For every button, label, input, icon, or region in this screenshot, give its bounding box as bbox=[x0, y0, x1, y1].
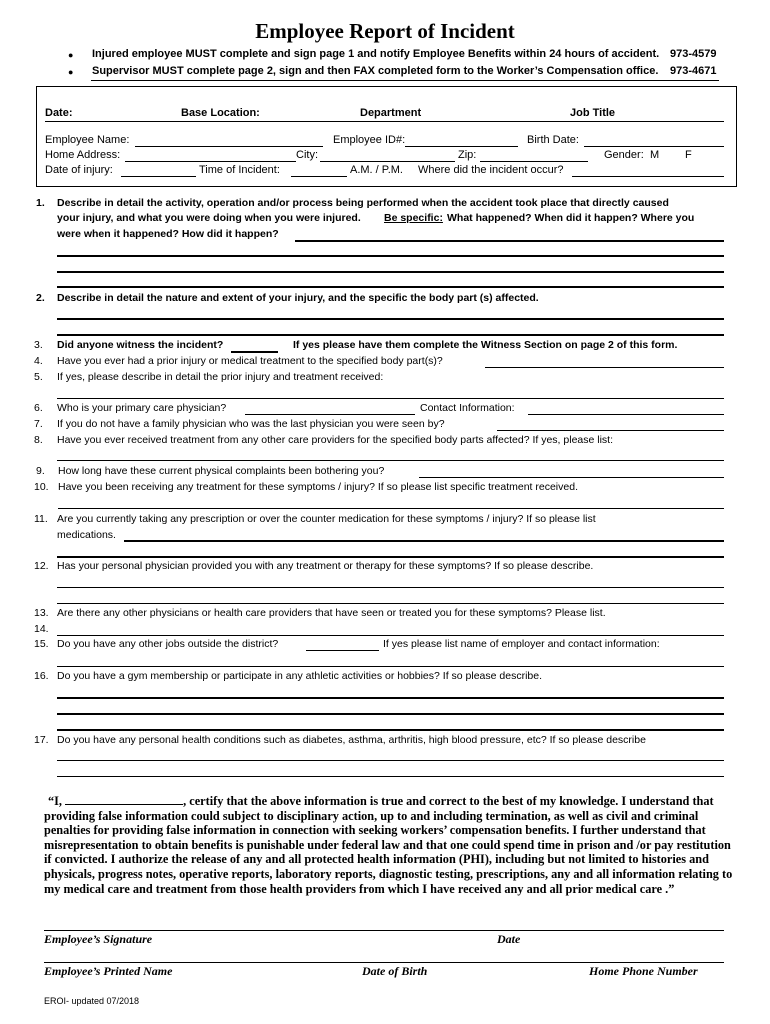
q17-text: Do you have any personal health conditions such as diabetes, asthma, arthritis, high blood pressure, etc? If so please describe bbox=[57, 734, 646, 746]
q7-number: 7. bbox=[34, 418, 43, 430]
q11-text-a: Are you currently taking any prescription or over the counter medication for these symptoms / injury? If so please list bbox=[57, 513, 596, 525]
gender-f-option[interactable]: F bbox=[685, 149, 692, 161]
q3-text-a: Did anyone witness the incident? bbox=[57, 339, 224, 351]
instruction-2: Supervisor MUST complete page 2, sign and then FAX completed form to the Worker’s Compensation office. bbox=[92, 65, 659, 77]
q11-answer-line[interactable] bbox=[124, 540, 724, 542]
q15-text-b: If yes please list name of employer and contact information: bbox=[383, 638, 660, 650]
q2-text: Describe in detail the nature and extent of your injury, and the specific the body part (s) affected. bbox=[57, 292, 539, 304]
time-of-incident-field[interactable] bbox=[291, 176, 347, 177]
q5-number: 5. bbox=[34, 371, 43, 383]
q6-physician-field[interactable] bbox=[245, 414, 415, 415]
header-underline[interactable] bbox=[45, 121, 724, 122]
q15-answer-line[interactable] bbox=[57, 666, 724, 667]
q12-number: 12. bbox=[34, 560, 49, 572]
q1-number: 1. bbox=[36, 197, 45, 209]
date-of-injury-field[interactable] bbox=[121, 176, 196, 177]
q12-answer-line[interactable] bbox=[57, 603, 724, 604]
certification-start: “I, bbox=[48, 794, 63, 808]
birth-date-label: Birth Date: bbox=[527, 134, 579, 146]
instruction-underline bbox=[91, 80, 719, 81]
q17-number: 17. bbox=[34, 734, 49, 746]
employee-id-field[interactable] bbox=[405, 146, 518, 147]
q6-text-b: Contact Information: bbox=[420, 402, 515, 414]
q2-number: 2. bbox=[36, 292, 45, 304]
gender-m-option[interactable]: M bbox=[650, 149, 660, 161]
q5-text: If yes, please describe in detail the prior injury and treatment received: bbox=[57, 371, 384, 383]
employee-name-label: Employee Name: bbox=[45, 134, 130, 146]
time-of-incident-label: Time of Incident: bbox=[199, 164, 280, 176]
date-label: Date: bbox=[45, 107, 73, 119]
q17-answer-line[interactable] bbox=[57, 776, 724, 777]
base-location-label: Base Location: bbox=[181, 107, 260, 119]
gender-label: Gender: bbox=[604, 149, 644, 161]
home-phone-label: Home Phone Number bbox=[589, 964, 698, 978]
q8-answer-line[interactable] bbox=[57, 460, 724, 461]
instruction-1: Injured employee MUST complete and sign page 1 and notify Employee Benefits within 24 hours of accident. bbox=[92, 48, 660, 60]
q1-text-line2b: What happened? When did it happen? Where you bbox=[447, 212, 695, 224]
q8-text: Have you ever received treatment from any other care providers for the specified body parts affected? If yes, please list: bbox=[57, 434, 614, 446]
printed-name-line[interactable] bbox=[44, 962, 724, 963]
q15-answer-short[interactable] bbox=[306, 650, 379, 651]
q1-text-line2a: your injury, and what you were doing when you were injured. bbox=[57, 212, 361, 224]
signature-date-label: Date bbox=[497, 932, 521, 946]
q1-answer-line[interactable] bbox=[57, 271, 724, 273]
employee-signature-label: Employee’s Signature bbox=[44, 932, 153, 946]
q13-text: Are there any other physicians or health care providers that have seen or treated you for these symptoms? Please list. bbox=[57, 607, 606, 619]
city-field[interactable] bbox=[320, 161, 455, 162]
q7-answer-line[interactable] bbox=[497, 430, 724, 431]
printed-name-label: Employee’s Printed Name bbox=[44, 964, 173, 978]
zip-field[interactable] bbox=[480, 161, 588, 162]
q1-answer-line[interactable] bbox=[295, 240, 724, 242]
q11-answer-line[interactable] bbox=[57, 556, 724, 558]
instruction-1-phone: 973-4579 bbox=[670, 48, 717, 60]
q16-text: Do you have a gym membership or participate in any athletic activities or hobbies? If so please describe. bbox=[57, 670, 542, 682]
where-occur-field[interactable] bbox=[572, 176, 724, 177]
birth-date-field[interactable] bbox=[584, 146, 724, 147]
certification-statement bbox=[44, 794, 734, 896]
q9-number: 9. bbox=[36, 465, 45, 477]
q10-answer-line[interactable] bbox=[58, 508, 724, 509]
employee-id-label: Employee ID#: bbox=[333, 134, 406, 146]
instruction-2-phone: 973-4671 bbox=[670, 65, 717, 77]
q8-number: 8. bbox=[34, 434, 43, 446]
q5-answer-line[interactable] bbox=[57, 398, 724, 399]
certification-text: , certify that the above information is true and correct to the best of my knowledge. I understand that providing false information could subject to disciplinary action, up to and including termination, as well as civil and criminal penalties for providing false information in connection with seeking workers’ compensation benefits. I further understand that misrepresentation to obtain benefits is punishable under federal law and that one could spend time in prison and /or pay restitution if convicted. I authorize the release of any and all protected health information (PHI), including but not limited to histories and physicals, progress notes, operative reports, laboratory reports, diagnostic testing, prescriptions, any and all information relating to my medical care and treatment from those health providers from which I have received any and all prior medical care .” bbox=[44, 794, 733, 896]
q9-text: How long have these current physical complaints been bothering you? bbox=[58, 465, 385, 477]
bullet-icon: ● bbox=[68, 50, 74, 60]
q6-number: 6. bbox=[34, 402, 43, 414]
zip-label: Zip: bbox=[458, 149, 477, 161]
q4-text: Have you ever had a prior injury or medical treatment to the specified body part(s)? bbox=[57, 355, 443, 367]
q6-contact-field[interactable] bbox=[528, 414, 724, 415]
q2-answer-line[interactable] bbox=[57, 334, 724, 336]
city-label: City: bbox=[296, 149, 318, 161]
bullet-icon: ● bbox=[68, 67, 74, 77]
q6-text-a: Who is your primary care physician? bbox=[57, 402, 227, 414]
q7-text: If you do not have a family physician who was the last physician you were seen by? bbox=[57, 418, 445, 430]
q14-answer-line[interactable] bbox=[57, 635, 724, 636]
q16-answer-line[interactable] bbox=[57, 729, 724, 731]
q12-text: Has your personal physician provided you with any treatment or therapy for these symptoms? If so please describe. bbox=[57, 560, 594, 572]
q16-answer-line[interactable] bbox=[57, 713, 724, 715]
date-of-injury-label: Date of injury: bbox=[45, 164, 113, 176]
am-pm-label: A.M. / P.M. bbox=[350, 164, 403, 176]
q3-answer-line[interactable] bbox=[231, 351, 278, 353]
q16-number: 16. bbox=[34, 670, 49, 682]
q3-text-b: If yes please have them complete the Witness Section on page 2 of this form. bbox=[293, 339, 678, 351]
q4-number: 4. bbox=[34, 355, 43, 367]
home-address-field[interactable] bbox=[125, 161, 296, 162]
q11-text-b: medications. bbox=[57, 529, 116, 541]
employee-name-field[interactable] bbox=[135, 146, 323, 147]
q1-answer-line[interactable] bbox=[57, 255, 724, 257]
q2-answer-line[interactable] bbox=[57, 318, 724, 320]
date-of-birth-label: Date of Birth bbox=[362, 964, 428, 978]
q3-number: 3. bbox=[34, 339, 43, 351]
q10-number: 10. bbox=[34, 481, 49, 493]
q9-answer-line[interactable] bbox=[419, 477, 724, 478]
q14-number: 14. bbox=[34, 623, 49, 635]
footer-revision: EROI- updated 07/2018 bbox=[44, 996, 140, 1006]
certification-name-field[interactable] bbox=[65, 794, 183, 805]
q15-text-a: Do you have any other jobs outside the district? bbox=[57, 638, 279, 650]
q16-answer-line[interactable] bbox=[57, 697, 724, 699]
q17-answer-line[interactable] bbox=[57, 760, 724, 761]
job-title-label: Job Title bbox=[570, 107, 616, 119]
page-title: Employee Report of Incident bbox=[255, 19, 515, 43]
home-address-label: Home Address: bbox=[45, 149, 121, 161]
q1-text-line3: were when it happened? How did it happen? bbox=[57, 228, 279, 240]
q1-answer-line[interactable] bbox=[57, 286, 724, 288]
q11-number: 11. bbox=[34, 513, 48, 525]
q1-be-specific: Be specific: bbox=[384, 212, 443, 224]
q13-number: 13. bbox=[34, 607, 49, 619]
q12-answer-line[interactable] bbox=[57, 587, 724, 588]
where-occur-label: Where did the incident occur? bbox=[418, 164, 564, 176]
q1-text-line1: Describe in detail the activity, operation and/or process being performed when the accident took place that directly caused bbox=[57, 197, 669, 209]
q4-answer-line[interactable] bbox=[485, 367, 724, 368]
q10-text: Have you been receiving any treatment for these symptoms / injury? If so please list specific treatment received. bbox=[58, 481, 578, 493]
department-label: Department bbox=[360, 107, 422, 119]
q15-number: 15. bbox=[34, 638, 49, 650]
signature-line[interactable] bbox=[44, 930, 724, 931]
